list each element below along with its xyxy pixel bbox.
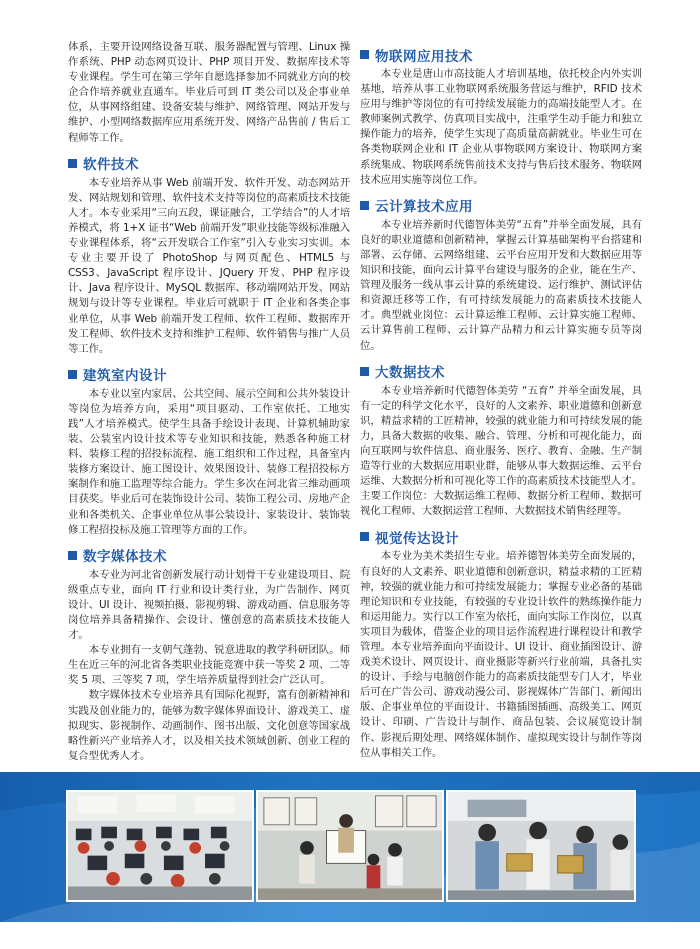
award-ceremony-photo xyxy=(446,790,636,902)
left-column xyxy=(68,40,350,764)
art-studio-photo xyxy=(256,790,444,902)
section-bullet-icon xyxy=(68,370,77,379)
section-paragraph: 本专业拥有一支朝气蓬勃、锐意进取的教学科研团队。师生在近三年的河北省各类职业技能竞赛中获一等奖 2 项、二等奖 5 项、三等奖 7 项，学生培养质量得到社会广泛认可。 xyxy=(68,644,350,687)
section-paragraph: 本专业为美术类招生专业。培养德智体美劳全面发展的，有良好的人文素养、职业道德和创新意识，精益求精的工匠精神，较强的就业能力和可持续发展能力；掌握专业必备的基础理论知识和专业技能，有较强的专业设计软件的熟练操作能力和运用能力。实行以工作室为依托，面向实际工作岗位，以真实项目为载体，借鉴企业的项目运作流程进行课程设计和教学管理。本专业培养面向平面设计、UI 设计、商业插图设计、游戏美术设计、网页设计、商业摄影等新兴行业前端，具备扎实的设计、手绘与电脑创作能力的高素质技能型专门人才，毕业后可在广告公司、游戏动漫公司、影视媒体广告部门、新闻出版、企事业单位的平面设计、书籍插图插画、高级美工、网页设计、印刷、广告设计与制作、商品包装、会议展览设计制作、影视后期处理、网络媒体制作、虚拟现实设计与制作等岗位从事相关工作。 xyxy=(360,550,642,759)
section-title: 建筑室内设计 xyxy=(83,368,167,385)
section-bullet-icon xyxy=(360,367,369,376)
section-heading-cloud xyxy=(360,197,642,214)
section-bullet-icon xyxy=(360,50,369,59)
computer-lab-photo xyxy=(66,790,254,902)
section-paragraph: 本专业培养新时代德智体美劳 “五育” 并举全面发展，具有一定的科学文化水平，良好的人文素养、职业道德和创新意识，精益求精的工匠精神，较强的就业能力和可持续发展的能力，具备大数据的收集、融合、管理、分析和可视化能力，面向互联网与软件信息、商业服务、医疗、教育、金融、生产制造等行业的大数据应用职业群，能够从事大数据运维、云平台运维、大数据分析和可视化等工作的高素质技术技能型人才。主要工作岗位：大数据运维工程师、数据分析工程师、数据可视化工程师、大数据运营工程师、大数据技术销售经理等。 xyxy=(360,384,642,518)
section-heading-iot xyxy=(360,46,642,63)
section-bullet-icon xyxy=(360,532,369,541)
footer-margin xyxy=(0,922,700,949)
section-paragraph: 本专业以室内家居、公共空间、展示空间和公共外装设计等岗位为培养方向，采用“项目驱动、工作室依托、工地实践”人才培养模式。使学生具备手绘设计表现、计算机辅助家装、公装室内设计技术等专业知识和技能，熟悉各种施工材料、装修工程的招投标流程、施工组织和工作过程，具备室内装修方案设计、施工图设计、效果图设计、装修工程招投标方案制作和施工监理等综合能力。学生多次在河北省三维动画项目获奖。毕业后可在装饰设计公司、装饰工程公司、房地产企业和各类机关、企事业单位从事公装设计、家装设计、装饰装修工程招投标及施工管理等方面的工作。 xyxy=(68,387,350,536)
section-heading-software xyxy=(68,155,350,172)
section-title: 云计算技术应用 xyxy=(375,199,473,216)
section-title: 软件技术 xyxy=(83,157,139,174)
photo-banner xyxy=(0,772,700,922)
section-title: 视觉传达设计 xyxy=(375,530,459,547)
section-paragraph: 本专业培养从事 Web 前端开发、软件开发、动态网站开发、网站规划和管理、软件技术支持等岗位的高素质技术技能人才。本专业采用“三向五段，课证融合，工学结合”的人才培养模式，将 1+X 证书“Web 前端开发”职业技能等级标准融入专业课程体系，将“云开发联合工作室”引入专业实习实训。本专业主要开设了 PhotoShop 与网页配色、HTML5 与 CSS3、JavaScript 程序设计、JQuery 开发、PHP 程序设计、Java 程序设计、MySQL 数据库、移动端网站开发、网站规划与设计等专业课程。毕业后可就职于 IT 企业和各类企事业单位，从事 Web 前端开发工程师、软件工程师、数据库开发工程师、软件技术支持和维护工程师、软件销售与推广人员等工作。 xyxy=(68,176,350,355)
section-heading-interior-design xyxy=(68,366,350,383)
section-heading-visual-design xyxy=(360,528,642,545)
section-bullet-icon xyxy=(360,201,369,210)
section-title: 数字媒体技术 xyxy=(83,549,167,566)
section-heading-digital-media xyxy=(68,547,350,564)
intro-paragraph: 体系，主要开设网络设备互联、服务器配置与管理、Linux 操作系统、PHP 动态网页设计、PHP 项目开发、数据库技术等专业课程。学生可在第三学年自愿选择参加不同就业方向的校企合作培养就业直通车。毕业后可到 IT 类公司以及企事业单位，从事网络组建、设备安装与维护、网络管理、网站开发与维护、小型网络数据库应用系统开发、网络产品售前 / 售后工程师等工作。 xyxy=(68,41,350,144)
section-bullet-icon xyxy=(68,159,77,168)
section-heading-big-data xyxy=(360,363,642,380)
section-paragraph: 本专业培养新时代德智体美劳“五育”并举全面发展，具有良好的职业道德和创新精神，掌握云计算基础架构平台搭建和部署、云存储、云网络组建、云平台应用开发和大数据应用等知识和技能，面向云计算平台建设与服务的企业，能在生产、管理及服务一线从事云计算的系统建设、运行维护、测试评估和资源迁移等工作，有可持续发展能力的高素质技术技能人才。典型就业岗位：云计算运维工程师、云计算实施工程师、云计算售前工程师、云计算产品精力和云计算实施专员等岗位。 xyxy=(360,218,642,352)
section-paragraph: 数字媒体技术专业培养具有国际化视野，富有创新精神和实践及创业能力的，能够为数字媒体界面设计、游戏美工、虚拟现实、影视制作、动画制作、图书出版、文化创意等国家战略性新兴产业培养人才，以及相关技术领域创新、创业工程的复合型优秀人才。 xyxy=(68,689,350,762)
section-paragraph: 本专业是唐山市高技能人才培训基地，依托校企内外实训基地，培养从事工业物联网系统服务营运与维护，RFID 技术应用与维护等岗位的有可持续发展能力的高端技能型人才。在教师案例式教学、仿真项目实战中，注重学生动手能力和独立操作能力的培养，使学生实现了高质量高薪就业。毕业生可在各类物联网企业和 IT 企业从事物联网方案设计、物联网方案系统集成、物联网系统售前技术支持与售后技术服务、物联网技术应用实施等岗位工作。 xyxy=(360,68,642,186)
section-title: 大数据技术 xyxy=(375,365,445,382)
section-bullet-icon xyxy=(68,551,77,560)
right-column xyxy=(360,40,642,761)
section-title: 物联网应用技术 xyxy=(375,48,473,65)
section-paragraph: 本专业为河北省创新发展行动计划骨干专业建设项目、院级重点专业，面向 IT 行业和设计类行业，为广告制作、网页设计、UI 设计、视频拍摄、影视剪辑、游戏动画、信息服务等岗位培养具备精操作、会设计、懂创意的高素质技术技能人才。 xyxy=(68,568,350,642)
